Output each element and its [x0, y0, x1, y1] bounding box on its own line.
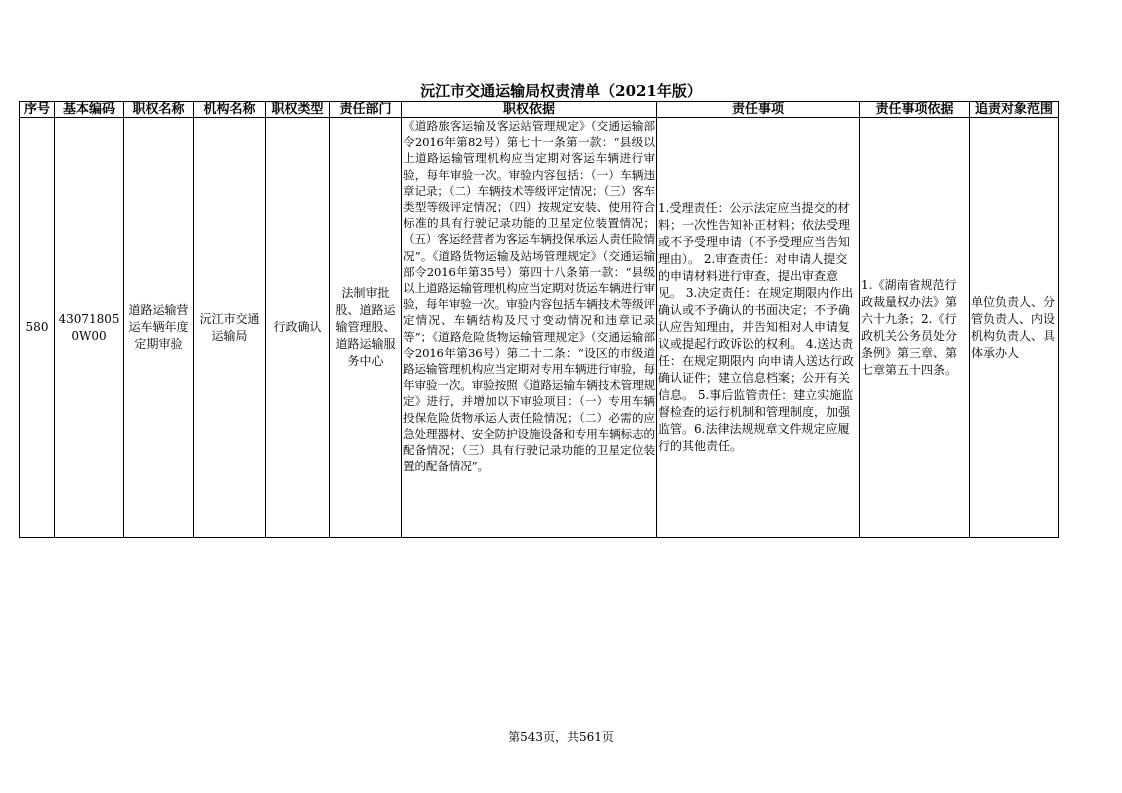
header-code: 基本编码	[55, 102, 124, 118]
header-duty-basis: 责任事项依据	[860, 102, 970, 118]
cell-basis	[402, 118, 657, 538]
basis-clip	[402, 118, 656, 537]
cell-code: 430718050W00	[55, 118, 124, 538]
cell-dept: 法制审批股、道路运输管理股、道路运输服务中心	[330, 118, 402, 538]
powers-table	[19, 101, 1059, 538]
header-power-name: 职权名称	[124, 102, 194, 118]
document-title: 沅江市交通运输局权责清单（2021年版）	[420, 82, 702, 100]
header-accountability: 追责对象范围	[970, 102, 1059, 118]
table-row	[20, 118, 1059, 538]
basis-text: 《道路旅客运输及客运站管理规定》（交通运输部令2016年第82号）第七十一条第一款：“县级以上道路运输管理机构应当定期对客运车辆进行审验，每年审验一次。审验内容包括：（一）车辆违章记录；（二）车辆技术等级评定情况；（三）客车类型等级评定情况；（四）按规定安装、使用符合标准的具有行驶记录功能的卫星定位装置情况；（五）客运经营者为客运车辆投保承运人责任险情况”。《道路货物运输及站场管理规定》（交通运输部令2016年第35号）第四十八条第一款：“县级以上道路运输管理机构应当定期对货运车辆进行审验，每年审验一次。审验内容包括车辆技术等级评定情况、车辆结构及尺寸变动情况和违章记录等”；《道路危险货物运输管理规定》（交通运输部令2016年第36号）第二十二条：“设区的市级道路运输管理机构应当定期对专用车辆进行审验，每年审验一次。审验按照《道路运输车辆技术管理规定》进行，并增加以下审验项目：（一）专用车辆投保危险货物承运人责任险情况；（二）必需的应急处理器材、安全防护设施设备和专用车辆标志的配备情况；（三）具有行驶记录功能的卫星定位装置的配备情况”。	[403, 119, 655, 474]
header-basis: 职权依据	[402, 102, 657, 118]
cell-seq: 580	[20, 118, 55, 538]
header-power-type: 职权类型	[266, 102, 330, 118]
cell-power-name: 道路运输营运车辆年度定期审验	[124, 118, 194, 538]
header-org-name: 机构名称	[194, 102, 266, 118]
cell-accountability: 单位负责人、分管负责人、内设机构负责人、具体承办人	[970, 118, 1059, 538]
header-duties: 责任事项	[657, 102, 860, 118]
cell-duties: 1.受理责任：公示法定应当提交的材料；一次性告知补正材料；依法受理或不予受理申请（不予受理应当告知理由）。 2.审查责任：对申请人提交的申请材料进行审查，提出审查意见。 3.决定责任：在规定期限内作出确认或不予确认的书面决定；不予确认应告知理由，并告知相对人申请复议或提起行政诉讼的权利。 4.送达责任：在规定期限内 向申请人送达行政确认证件；建立信息档案；公开有关信息。 5.事后监管责任：建立实施监督检查的运行机制和管理制度，加强监管。6.法律法规规章文件规定应履行的其他责任。	[657, 118, 860, 538]
header-seq: 序号	[20, 102, 55, 118]
page-footer: 第543页，共561页	[508, 730, 614, 744]
cell-org-name: 沅江市交通运输局	[194, 118, 266, 538]
cell-duty-basis: 1.《湖南省规范行政裁量权办法》第六十九条；2.《行政机关公务员处分条例》第三章、第七章第五十四条。	[860, 118, 970, 538]
cell-power-type: 行政确认	[266, 118, 330, 538]
header-row	[20, 102, 1059, 118]
header-dept: 责任部门	[330, 102, 402, 118]
